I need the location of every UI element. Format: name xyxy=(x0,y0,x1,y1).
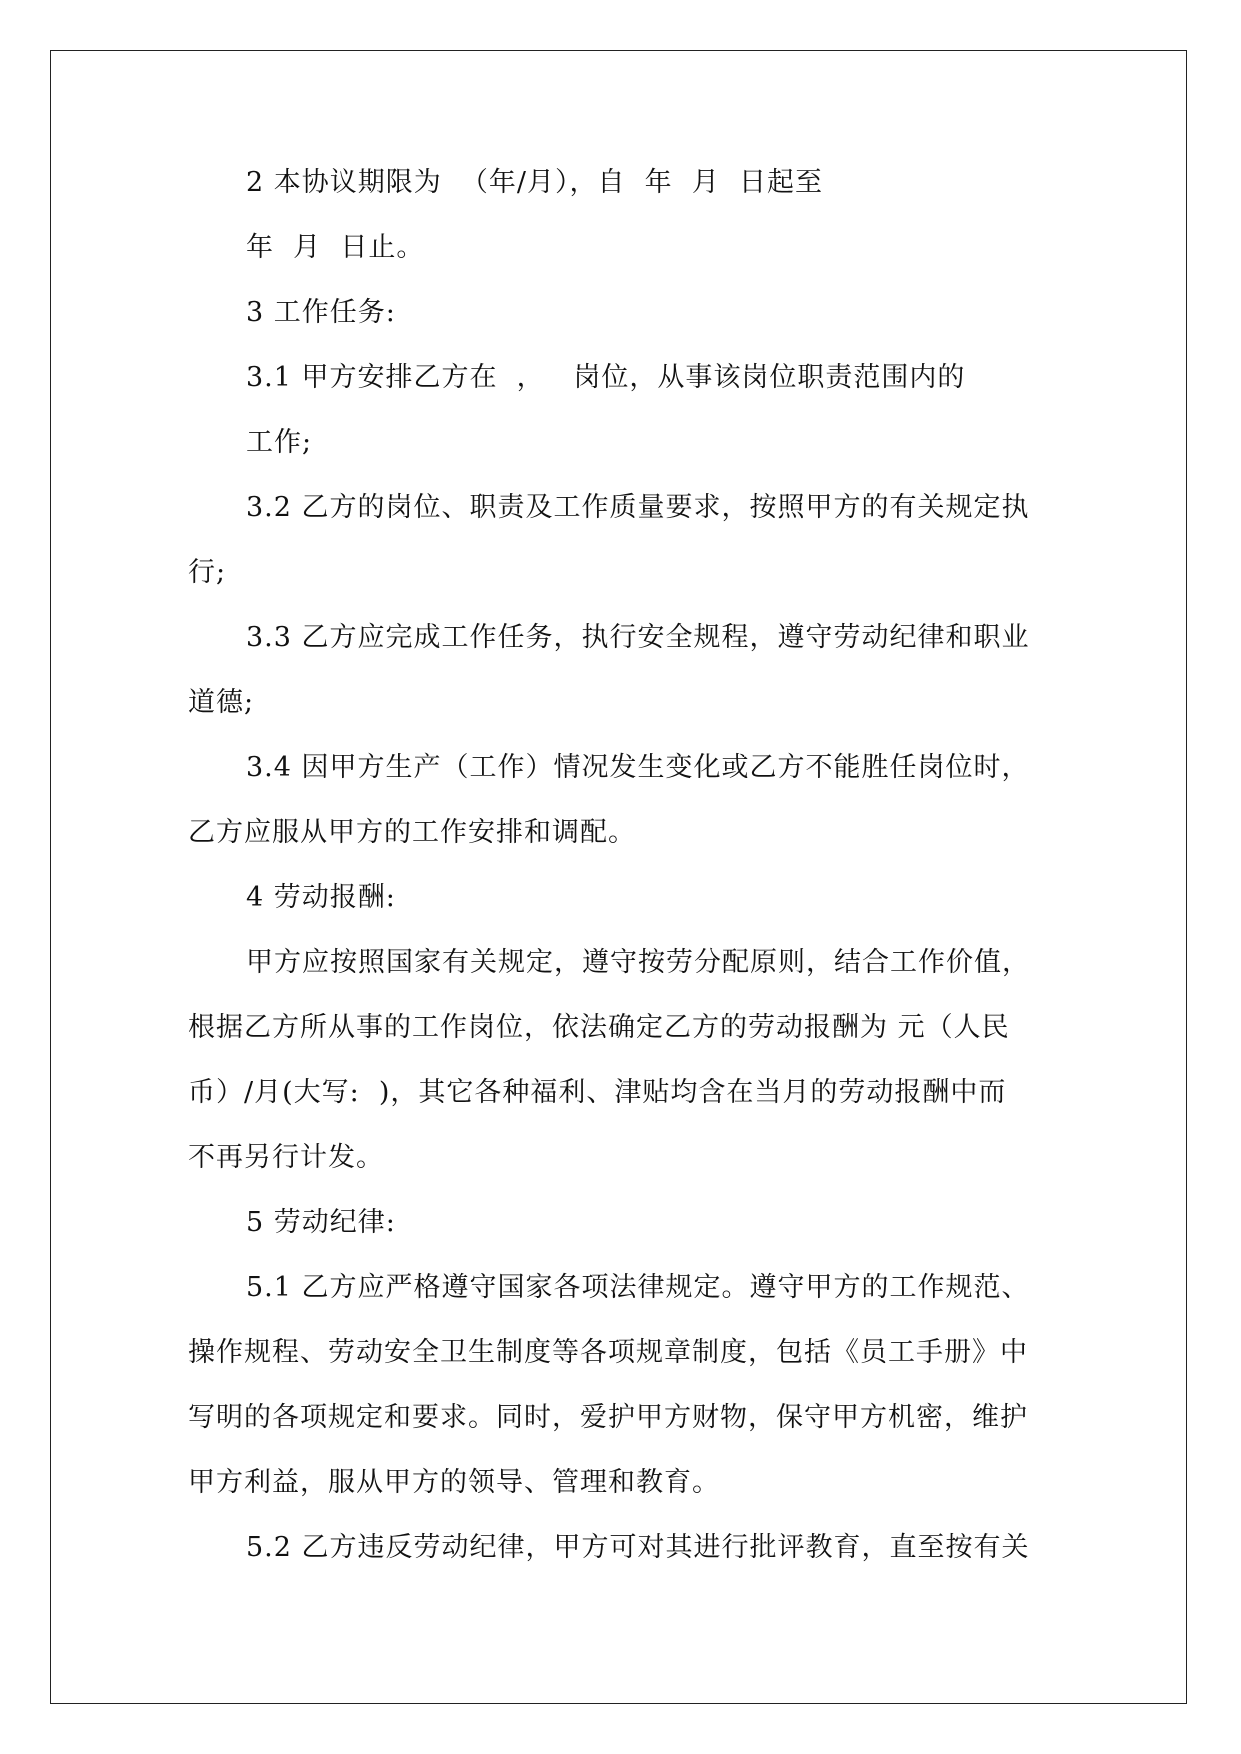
text-line-term-end: 年 月 日止。 xyxy=(246,232,425,263)
text-line-remuneration-4: 不再另行计发。 xyxy=(188,1142,384,1173)
section-heading-remuneration: 4 劳动报酬: xyxy=(246,882,396,913)
text-line-3-3-cont: 道德; xyxy=(188,687,255,718)
text-line-5-1-cont-c: 甲方利益，服从甲方的领导、管理和教育。 xyxy=(188,1467,720,1498)
text-line-3-2-cont: 行; xyxy=(188,557,227,588)
text-line-5-1-cont-b: 写明的各项规定和要求。同时，爱护甲方财物，保守甲方机密，维护 xyxy=(188,1402,1028,1433)
text-line-term: 2 本协议期限为 （年/月），自 年 月 日起至 xyxy=(246,167,824,198)
text-line-3-4: 3.4 因甲方生产（工作）情况发生变化或乙方不能胜任岗位时， xyxy=(246,752,1030,783)
text-line-remuneration-2: 根据乙方所从事的工作岗位，依法确定乙方的劳动报酬为 元（人民 xyxy=(188,1012,1010,1043)
text-line-5-1: 5.1 乙方应严格遵守国家各项法律规定。遵守甲方的工作规范、 xyxy=(246,1272,1030,1303)
text-line-5-2: 5.2 乙方违反劳动纪律，甲方可对其进行批评教育，直至按有关 xyxy=(246,1532,1030,1563)
text-line-3-1: 3.1 甲方安排乙方在 ， 岗位，从事该岗位职责范围内的 xyxy=(246,362,966,393)
section-heading-work-tasks: 3 工作任务: xyxy=(246,297,396,328)
text-line-5-1-cont-a: 操作规程、劳动安全卫生制度等各项规章制度，包括《员工手册》中 xyxy=(188,1337,1028,1368)
text-line-3-3: 3.3 乙方应完成工作任务，执行安全规程，遵守劳动纪律和职业 xyxy=(246,622,1030,653)
text-line-remuneration-1: 甲方应按照国家有关规定，遵守按劳分配原则，结合工作价值， xyxy=(246,947,1030,978)
text-line-remuneration-3: 币）/月(大写: )，其它各种福利、津贴均含在当月的劳动报酬中而 xyxy=(188,1077,1007,1108)
text-line-3-4-cont: 乙方应服从甲方的工作安排和调配。 xyxy=(188,817,636,848)
text-line-3-2: 3.2 乙方的岗位、职责及工作质量要求，按照甲方的有关规定执 xyxy=(246,492,1030,523)
section-heading-discipline: 5 劳动纪律: xyxy=(246,1207,396,1238)
page-border xyxy=(50,50,1187,1704)
text-line-3-1-cont: 工作; xyxy=(246,427,313,458)
